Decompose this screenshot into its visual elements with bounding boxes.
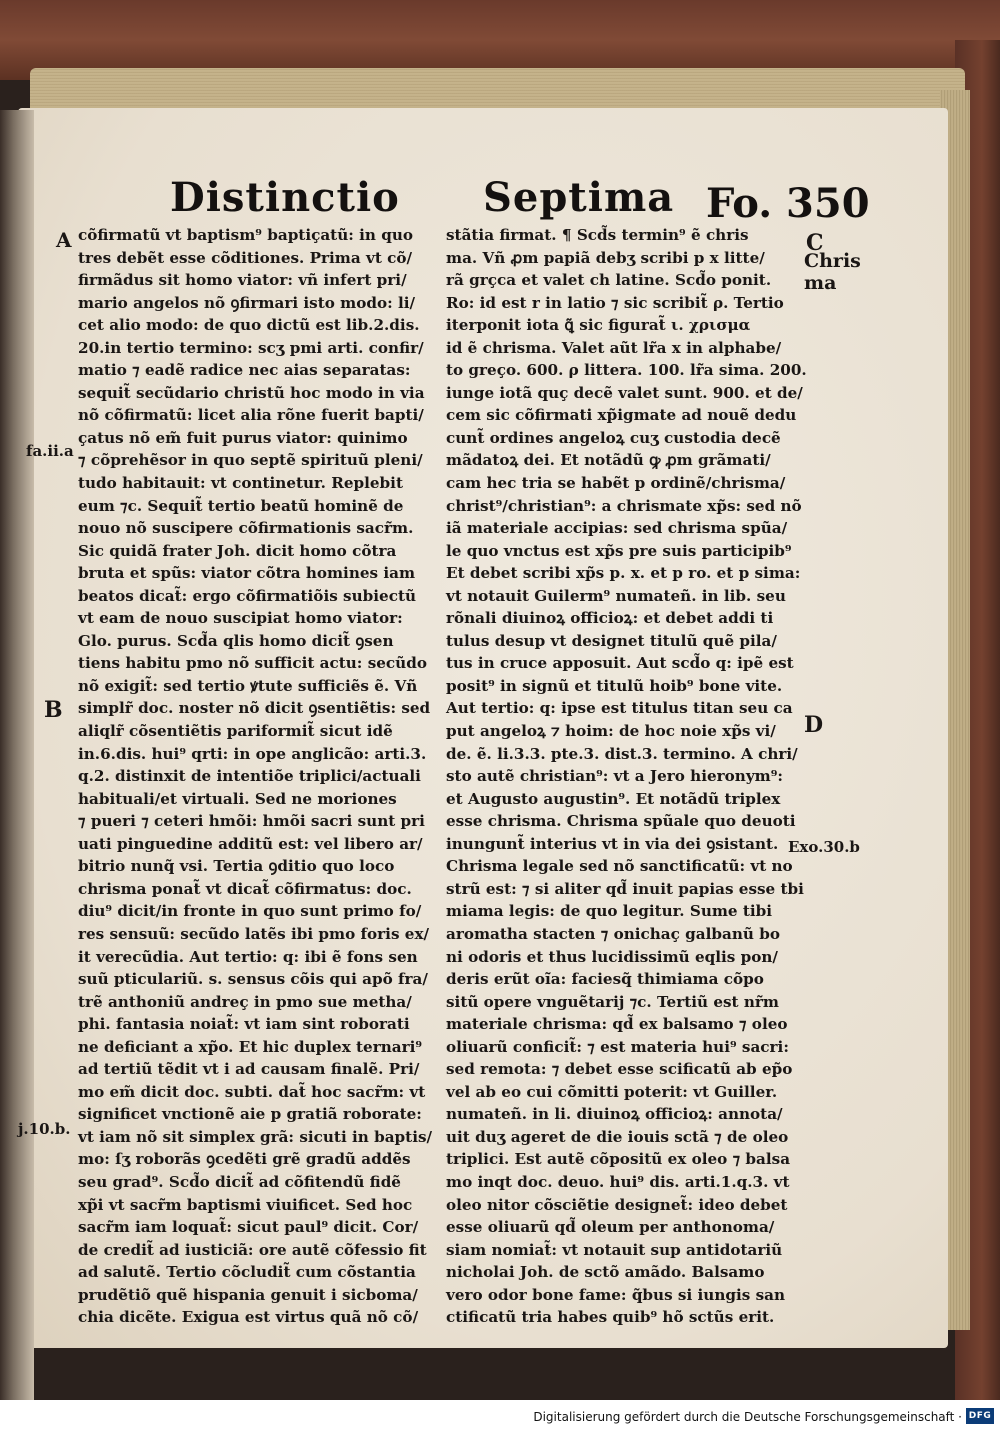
text-line: tres debẽt esse cõditiones. Prima vt cõ/ — [78, 248, 413, 267]
text-line: tus in cruce apposuit. Aut scd̃o q: ipẽ est — [446, 654, 794, 673]
text-line: siam nomiat̃: vt notauit sup antidotariũ — [446, 1240, 783, 1259]
running-head-left: Distinctio — [170, 174, 400, 221]
text-line: habituali/et virtuali. Sed ne moriones — [78, 789, 397, 808]
text-line: et Augusto augustin⁹. Et notãdũ triplex — [446, 789, 781, 808]
text-line: mo: ſʒ roborãs ꝯcedẽti grẽ gradũ addẽs — [78, 1150, 411, 1169]
text-line: tiens habitu pmo nõ sufficit actu: secũdo — [78, 654, 427, 673]
text-line: eum ⁊c. Sequit̃ tertio beatũ hominẽ de — [78, 496, 404, 515]
text-line: Et debet scribi xp̃s p. x. et p ro. et p sima: — [446, 564, 801, 583]
text-line: çatus nõ em̃ fuit purus viator: quinimo — [78, 428, 408, 447]
text-line: nicholai Joh. de sctõ amãdo. Balsamo — [446, 1263, 765, 1282]
text-line: vt eam de nouo suscipiat homo viator: — [78, 609, 403, 628]
text-line: mãdatoꝝ dei. Et notãdũ ꝙ ꝓm grãmati/ — [446, 451, 771, 470]
text-line: iterponit iota ꝗ̃ sic figurat̃ ι. χρισμα — [446, 316, 751, 335]
text-line: oleo nitor cõsciẽtie designet̃: ideo debet — [446, 1195, 788, 1214]
text-line: cam hec tria se habẽt p ordinẽ/chrisma/ — [446, 474, 786, 493]
text-line: de credit̃ ad iusticiã: ore autẽ cõfessio fit — [78, 1240, 427, 1259]
text-line: Ro: id est r in latio ⁊ sic scribit̃ ρ. Tertio — [446, 293, 784, 312]
margin-letter-b: B — [44, 697, 63, 723]
text-line: id ẽ chrisma. Valet aũt lr̃a x in alphabe/ — [446, 338, 782, 357]
footer-credit: Digitalisierung gefördert durch die Deutsche Forschungsgemeinschaft · — [533, 1410, 962, 1424]
text-line: oliuarũ conficit̃: ⁊ est materia hui⁹ sacri: — [446, 1037, 789, 1056]
folio-number: Fo. 350 — [706, 180, 870, 227]
running-head-right: Septima — [483, 174, 675, 221]
book-gutter — [0, 110, 34, 1400]
text-line: posit⁹ in signũ et titulũ hoib⁹ bone vite. — [446, 676, 783, 695]
text-line: sequit̃ secũdario christũ hoc modo in via — [78, 383, 425, 402]
text-line: to greço. 600. ρ littera. 100. lr̃a sima. 200. — [446, 361, 807, 380]
text-line: sto autẽ christian⁹: vt a Jero hieronym⁹: — [446, 767, 783, 786]
text-line: sitũ opere vnguẽtarij ⁊c. Tertiũ est nr̃m — [446, 992, 779, 1011]
text-line: sacr̃m iam loquat̃: sicut paul⁹ dicit. Cor/ — [78, 1218, 419, 1237]
text-line: strũ est: ⁊ si aliter qd̃ inuit papias esse tbi — [446, 879, 804, 898]
text-line: mario angelos nõ ꝯfirmari isto modo: li/ — [78, 293, 416, 312]
text-line: deris erũt oĩa: faciesq̃ thimiama cõpo — [446, 970, 764, 989]
text-column-right — [446, 224, 807, 1327]
margin-note-exo: Exo.30.b — [788, 838, 860, 856]
text-line: inungunt̃ interius vt in via dei ꝯsistant. — [446, 834, 779, 853]
text-line: tudo habitauit: vt continetur. Replebit — [78, 474, 403, 493]
text-line: xp̃i vt sacr̃m baptismi viuificet. Sed hoc — [78, 1195, 413, 1214]
text-line: tulus desup vt designet titulũ quẽ pila/ — [446, 631, 777, 650]
text-line: ad salutẽ. Tertio cõcludit̃ cum cõstantia — [78, 1263, 416, 1282]
text-line: firmãdus sit homo viator: vñ infert pri/ — [78, 271, 407, 290]
text-line: it verecũdia. Aut tertio: q: ibi ẽ fons sen — [78, 947, 418, 966]
text-line: ne deficiant a xp̃o. Et hic duplex ternari⁹ — [78, 1037, 423, 1056]
text-line: aliqlr̃ cõsentiẽtis pariformit̃ sicut idẽ — [78, 722, 393, 741]
text-line: 20.in tertio termino: scʒ pmi arti. confir/ — [78, 338, 424, 357]
text-line: bruta et spũs: viator cõtra homines iam — [78, 564, 416, 583]
text-line: rã grçca et valet ch latine. Scd̃o ponit. — [446, 271, 772, 290]
text-line: cet alio modo: de quo dictũ est lib.2.dis. — [78, 316, 420, 335]
text-line: cõfirmatũ vt baptism⁹ baptiçatũ: in quo — [78, 226, 414, 244]
text-line: christ⁹/christian⁹: a chrismate xp̃s: sed nõ — [446, 496, 802, 515]
text-line: miama legis: de quo legitur. Sume tibi — [446, 902, 773, 921]
text-line: le quo vnctus est xp̃s pre suis participib⁹ — [446, 541, 792, 560]
text-line: nouo nõ suscipere cõfirmationis sacr̃m. — [78, 519, 414, 538]
text-line: cunt̃ ordines angeloꝝ cuʒ custodia decẽ — [446, 428, 781, 447]
text-line: seu grad⁹. Scd̃o dicit̃ ad cõfitendũ fidẽ — [78, 1172, 401, 1191]
text-line: ma. Vñ ꝓm papiã debʒ scribi p x litte/ — [446, 248, 765, 267]
text-line: mo inqt doc. deuo. hui⁹ dis. arti.1.q.3. vt — [446, 1172, 790, 1191]
text-line: ctificatũ tria habes quib⁹ hõ sctũs erit. — [446, 1308, 775, 1327]
footer-bar — [0, 1400, 1000, 1432]
text-line: nõ exigit̃: sed tertio ꝟtute sufficiẽs ẽ. Vñ — [78, 676, 418, 695]
text-line: chia dicẽte. Exigua est virtus quã nõ cõ/ — [78, 1308, 419, 1327]
text-line: iã materiale accipias: sed chrisma spũa/ — [446, 519, 788, 538]
margin-letter-a: A — [56, 228, 72, 252]
text-line: sed remota: ⁊ debet esse scificatũ ab ep̃o — [446, 1060, 793, 1079]
text-line: beatos dicat̃: ergo cõfirmatiõis subiectũ — [78, 586, 416, 605]
text-line: chrisma ponat̃ vt dicat̃ cõfirmatus: doc. — [78, 879, 412, 898]
text-line: cem sic cõfirmati xp̃igmate ad nouẽ dedu — [446, 406, 797, 425]
text-line: vel ab eo cui cõmitti poterit: vt Guiller. — [446, 1082, 778, 1101]
text-line: put angeloꝝ ⁊ hoim: de hoc noie xp̃s vi/ — [446, 722, 776, 741]
text-line: matio ⁊ eadẽ radice nec aias separatas: — [78, 361, 411, 380]
text-line: trẽ anthoniũ andreç in pmo sue metha/ — [78, 992, 412, 1011]
text-line: de. ẽ. li.3.3. pte.3. dist.3. termino. A chri/ — [446, 744, 798, 763]
text-line: prudẽtiõ quẽ hispania genuit i sicboma/ — [78, 1285, 418, 1304]
text-line: ⁊ pueri ⁊ ceteri hmõi: hmõi sacri sunt pri — [78, 812, 425, 831]
text-line: bitrio nunq̃ vsi. Tertia ꝯditio quo loco — [78, 857, 395, 876]
text-line: esse chrisma. Chrisma spũale quo deuoti — [446, 812, 796, 831]
text-line: Aut tertio: q: ipse est titulus titan seu ca — [446, 699, 793, 718]
text-line: suũ pticulariũ. s. sensus cõis qui apõ fra/ — [78, 970, 428, 989]
margin-note-chrisma: Chris ma — [804, 250, 861, 294]
text-line: vt notauit Guilerm⁹ numateñ. in lib. seu — [446, 586, 786, 605]
text-line: ni odoris et thus lucidissimũ eqlis pon/ — [446, 947, 778, 966]
text-line: rõnali diuinoꝝ officioꝝ: et debet addi ti — [446, 609, 774, 628]
margin-letter-d: D — [804, 712, 824, 738]
text-line: materiale chrisma: qd̃ ex balsamo ⁊ oleo — [446, 1015, 788, 1034]
text-line: uati pinguedine additũ est: vel libero ar/ — [78, 834, 423, 853]
text-line: Chrisma legale sed nõ sanctificatũ: vt no — [446, 857, 793, 876]
text-line: significet vnctionẽ aie p gratiã roborate: — [78, 1105, 422, 1124]
text-line: vero odor bone fame: q̃bus si iungis san — [446, 1285, 786, 1304]
text-line: aromatha stacten ⁊ onichaç galbanũ bo — [446, 924, 780, 943]
text-line: triplici. Est autẽ cõpositũ ex oleo ⁊ balsa — [446, 1150, 791, 1169]
text-line: iunge iotã quç decẽ valet sunt. 900. et de/ — [446, 383, 803, 402]
text-line: stãtia firmat. ¶ Scd̃s termin⁹ ẽ chris — [446, 226, 749, 244]
text-line: simplr̃ doc. noster nõ dicit ꝯsentiẽtis: sed — [78, 699, 431, 718]
text-line: in.6.dis. hui⁹ qrti: in ope anglicão: arti.3. — [78, 744, 427, 763]
text-line: ad tertiũ tẽdit vt i ad causam finalẽ. Pri/ — [78, 1060, 420, 1079]
text-line: mo em̃ dicit doc. subti. dat̃ hoc sacr̃m: vt — [78, 1082, 426, 1101]
text-line: ⁊ cõprehẽsor in quo septẽ spirituũ pleni/ — [78, 451, 423, 470]
text-line: uit duʒ ageret de die iouis sctã ⁊ de oleo — [446, 1127, 789, 1146]
margin-note-jo: j.10.b. — [18, 1120, 71, 1138]
text-column-left — [78, 224, 440, 1327]
text-line: vt iam nõ sit simplex grã: sicuti in baptis/ — [78, 1127, 433, 1146]
text-line: Sic quidã frater Joh. dicit homo cõtra — [78, 541, 397, 560]
text-line: q.2. distinxit de intentiõe triplici/actuali — [78, 767, 421, 786]
text-line: phi. fantasia noiat̃: vt iam sint roborati — [78, 1015, 410, 1034]
margin-note-fa: fa.ii.a — [26, 442, 74, 460]
margin-letter-c: C — [806, 230, 824, 256]
text-line: res sensuũ: secũdo latẽs ibi pmo foris ex/ — [78, 924, 430, 943]
text-line: nõ cõfirmatũ: licet alia rõne fuerit bapti/ — [78, 406, 424, 425]
dfg-logo: DFG — [966, 1408, 994, 1424]
text-line: diu⁹ dicit/in fronte in quo sunt primo fo/ — [78, 902, 422, 921]
text-line: numateñ. in li. diuinoꝝ officioꝝ: annota/ — [446, 1105, 783, 1124]
text-line: Glo. purus. Scd̃a qlis homo dicit̃ ꝯsen — [78, 631, 394, 650]
text-line: esse oliuarũ qd̃ oleum per anthonoma/ — [446, 1218, 775, 1237]
